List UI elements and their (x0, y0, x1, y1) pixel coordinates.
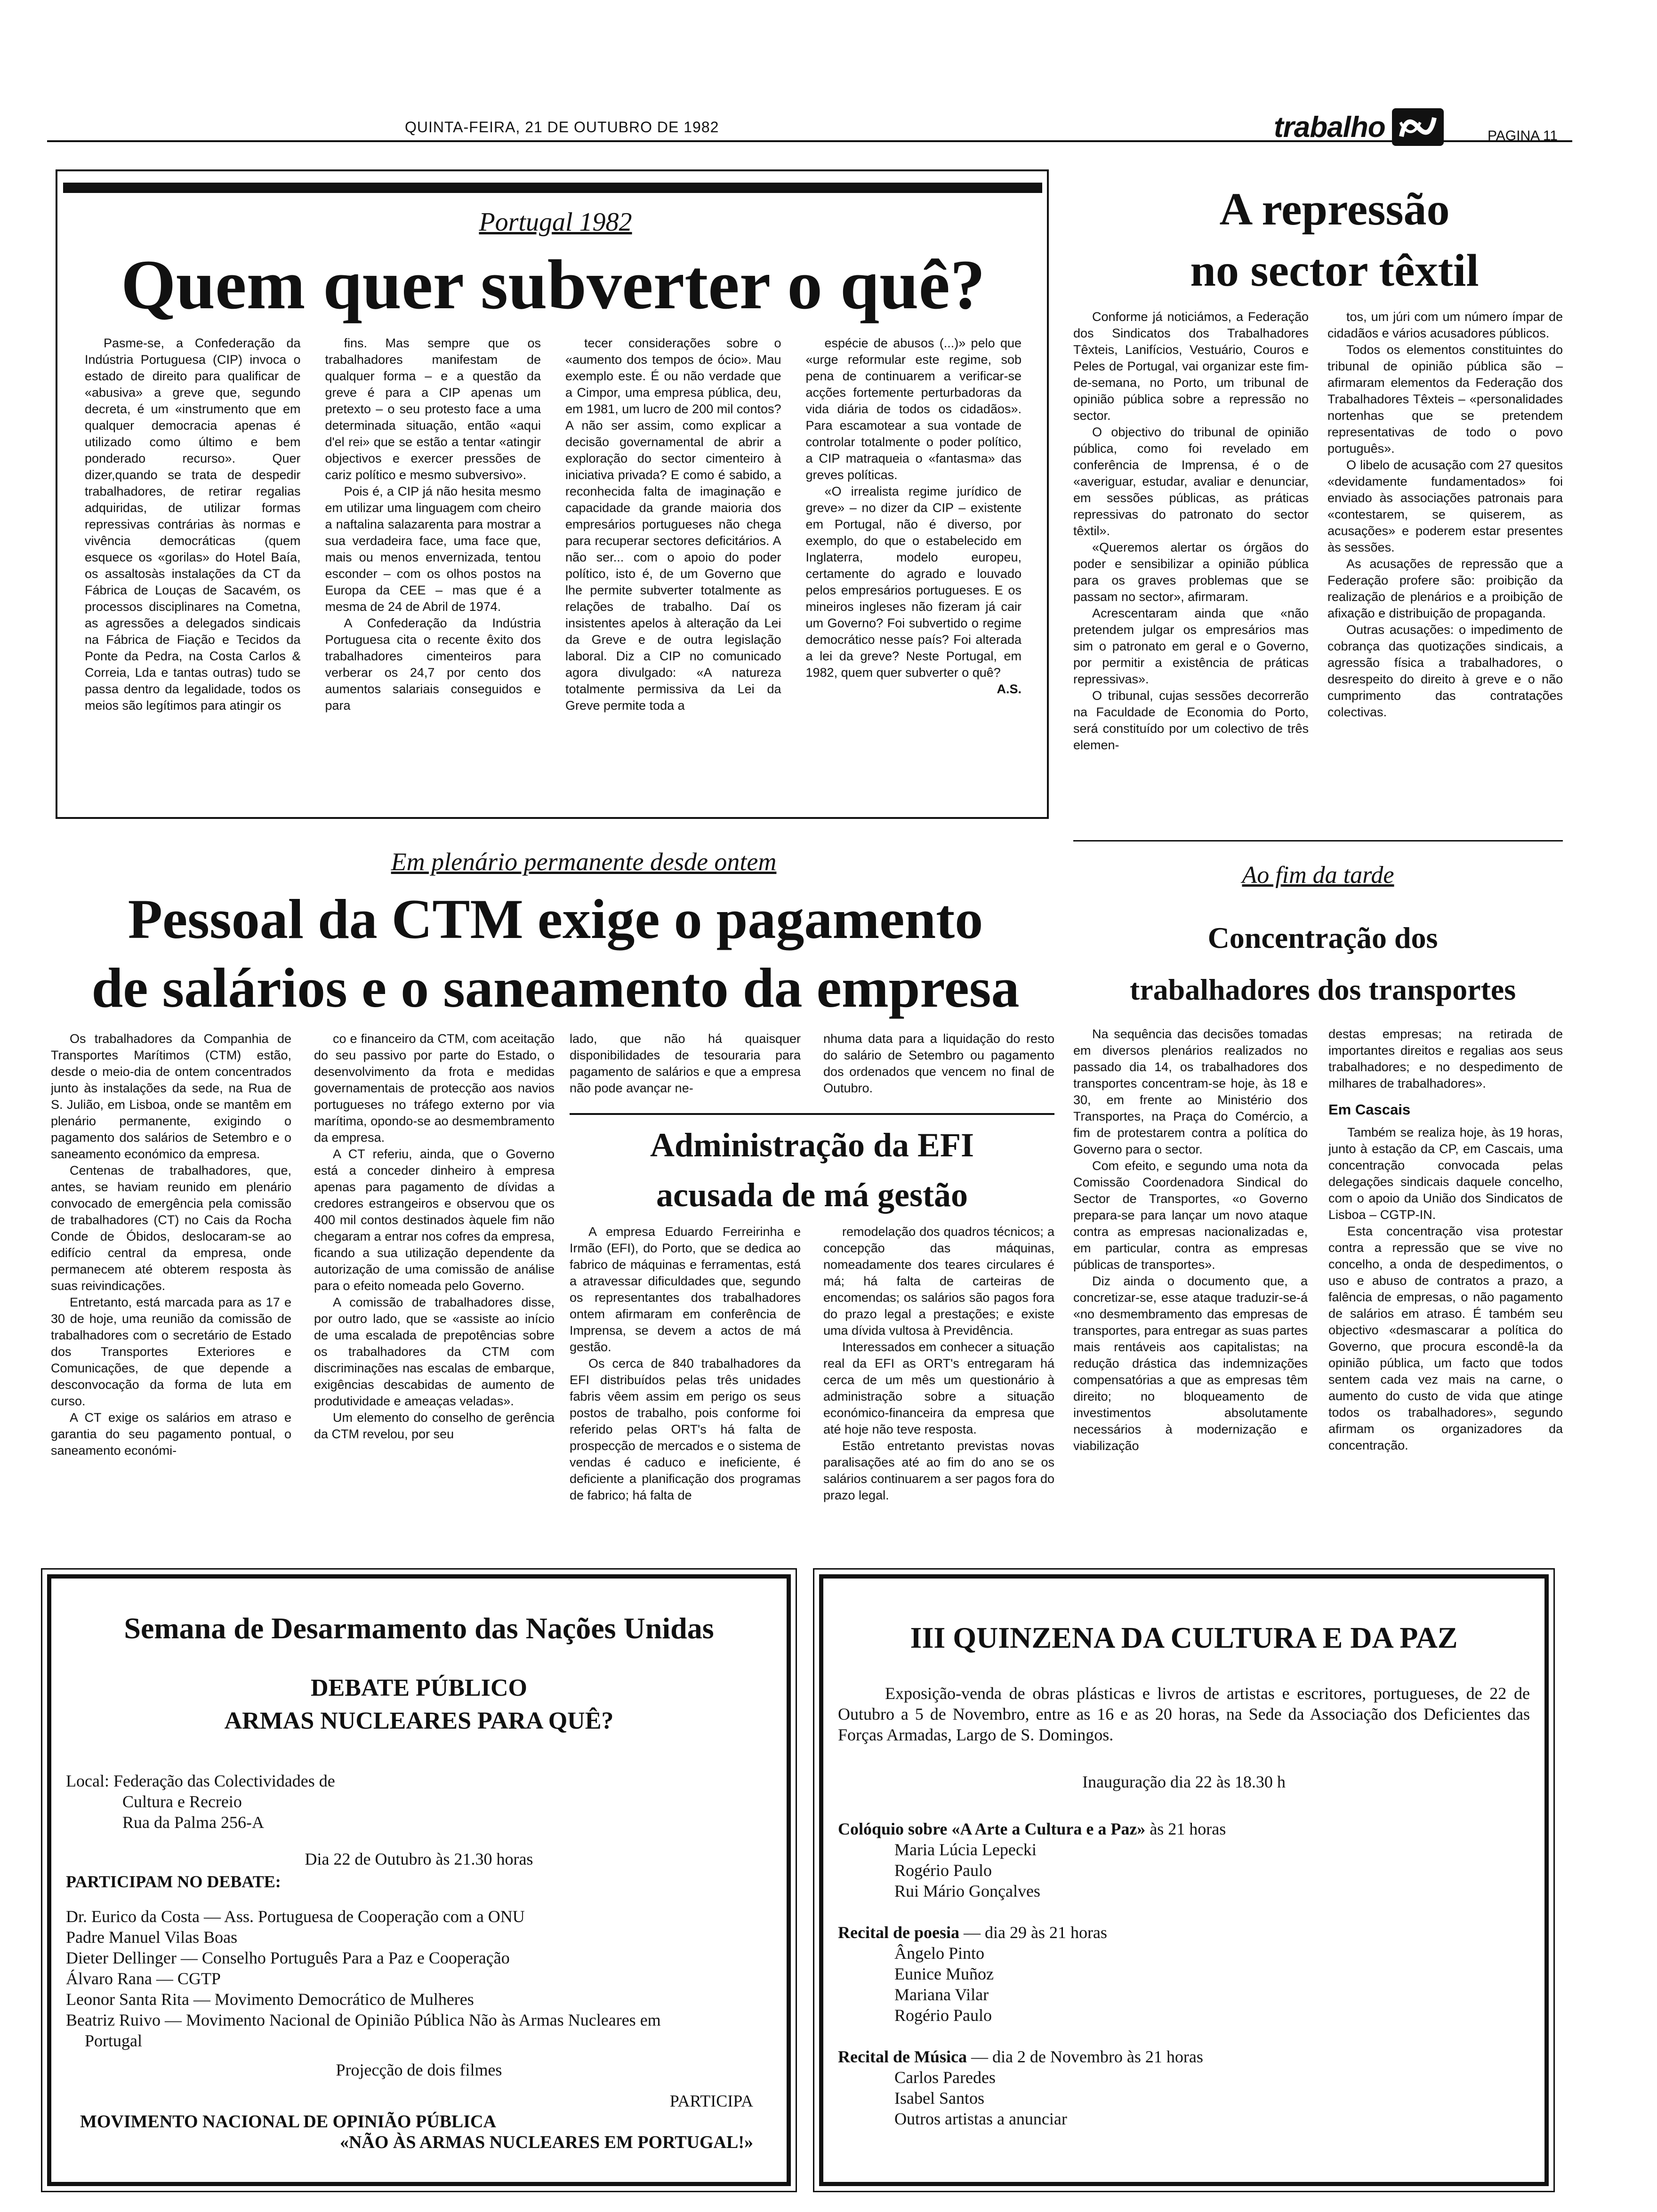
story3-col1 (51, 1031, 291, 1553)
paragraph: A empresa Eduardo Ferreirinha e Irmão (EFI), do Porto, que se dedica ao fabrico de máquinas e ferramentas, está a atravessar dificuldades que, segundo os representantes dos trabalhadores ontem afirmaram em conferência de Imprensa, se devem a actos de má gestão. (570, 1225, 801, 1354)
ad-debate-subtitle2: ARMAS NUCLEARES PARA QUÊ? (224, 1707, 614, 1734)
paragraph: tos, um júri com um número ímpar de cidadãos e vários acusadores públicos. (1327, 310, 1563, 340)
story2-headline: A repressão no sector têxtil (1190, 184, 1479, 296)
paragraph: A comissão de trabalhadores disse, por outro lado, que se «assiste ao início de uma escalada de prepotências sobre os trabalhadores da CTM com discriminações nas escalas de embarque, exigências descabidas de aumento de produtividade e ameaças veladas». (314, 1295, 555, 1408)
paragraph: Entretanto, está marcada para as 17 e 30 de hoje, uma reunião da comissão de trabalhadores com o secretário de Estado dos Transportes Exteriores e Comunicações, de que depende a desconvocação da forma de luta em curso. (51, 1295, 291, 1408)
story5-col2 (1328, 1026, 1563, 1553)
ad-debate-participants: Dr. Eurico da Costa — Ass. Portuguesa de Cooperação com a ONU Padre Manuel Vilas Boas Dieter Dellinger — Conselho Português Para a Paz e Cooperação Álvaro Rana — CGTP Leonor Santa Rita — Movimento Democrático de Mulheres Beatriz Ruivo — Movimento Nacional de Opinião Pública Não às Armas Nucleares em Portugal (66, 1907, 661, 2050)
story2-col1 (1073, 309, 1309, 817)
story4-col1 (570, 1224, 801, 1553)
ad-debate-participa: PARTICIPA (669, 2092, 753, 2110)
story3-body-left (51, 1031, 555, 1553)
masthead (1274, 108, 1444, 146)
paragraph: Estão entretanto previstas novas paralisações até ao fim do ano se os salários continuarem a ser pagos fora do prazo legal. (823, 1439, 1054, 1502)
ad-cultura-intro: Exposição-venda de obras plásticas e livros de artistas e escritores, portugueses, de 22 de Outubro a 5 de Novembro, entre as 16 e as 20 horas, na Sede da Associação dos Deficientes das Forças Armadas, Largo de S. Domingos. (838, 1684, 1530, 1744)
ad-debate-subtitle1: DEBATE PÚBLICO (311, 1675, 527, 1701)
ad-cultura-coloquio: Colóquio sobre «A Arte a Cultura e a Paz» às 21 horas Maria Lúcia Lepecki Rogério Paulo Rui Mário Gonçalves (838, 1819, 1226, 1900)
paragraph: Diz ainda o documento que, a concretizar-se, esse ataque traduzir-se-á «no desmembramento das empresas de transportes, para entregar as suas partes mais rentáveis aos capitalistas; na redução drástica das indemnizações compensatórias a que as empresas têm direito; no bloqueamento de investimentos absolutamente necessários à modernização e viabilização (1073, 1274, 1308, 1453)
ad-cultura-title: III QUINZENA DA CULTURA E DA PAZ (910, 1621, 1458, 1654)
story1-body (85, 335, 1022, 799)
ad-debate-films: Projecção de dois filmes (336, 2060, 502, 2079)
paragraph: A CT exige os salários em atraso e garantia do seu pagamento pontual, o saneamento económi- (51, 1411, 291, 1458)
story4-headline: Administração da EFI acusada de má gestão (650, 1126, 974, 1214)
paragraph: Conforme já noticiámos, a Federação dos Sindicatos dos Trabalhadores Têxteis, Lanifícios, Vestuário, Couros e Peles de Portugal, vai organizar este fim-de-semana, no Porto, um tribunal de opinião pública sobre a repressão no sector. (1073, 310, 1309, 423)
paragraph: As acusações de repressão que a Federação profere são: proibição da realização de plenários e a proibição de afixação e distribuição de propaganda. (1327, 557, 1563, 620)
paragraph: O objectivo do tribunal de opinião pública, como foi revelado em conferência de Imprensa, é o de «averiguar, estudar, avaliar e denunciar, em sessões públicas, as práticas repressivas do patronato do sector têxtil». (1073, 425, 1309, 538)
paragraph: Na sequência das decisões tomadas em diversos plenários realizados no passado dia 14, os trabalhadores dos transportes concentram-se hoje, às 18 e 30, em frente ao Ministério dos Transportes, na Praça do Comércio, a fim de protestarem contra a política do Governo para o sector. (1073, 1027, 1308, 1156)
story5-body (1073, 1026, 1563, 1553)
paragraph: Os trabalhadores da Companhia de Transportes Marítimos (CTM) estão, desde o meio-dia de ontem concentrados junto às instalações da sede, na Rua de S. Julião, em Lisboa, onde se mantêm em plenário permanente, exigindo o pagamento dos salários de Setembro e o saneamento económico da empresa. (51, 1032, 291, 1161)
story3-col4 (823, 1031, 1054, 1111)
paragraph: Um elemento do conselho de gerência da CTM revelou, por seu (314, 1411, 555, 1441)
paragraph: remodelação dos quadros técnicos; a concepção das máquinas, nomeadamente dos teares circulares é má; há falta de carteiras de encomendas; os salários são pagos fora do prazo legal a prestações; e existe uma dívida vultosa à Previdência. (823, 1225, 1054, 1338)
ad-debate-footer1: MOVIMENTO NACIONAL DE OPINIÃO PÚBLICA (80, 2112, 496, 2132)
page-number: PAGINA 11 (1488, 128, 1558, 144)
story3-kicker: Em plenário permanente desde ontem (391, 848, 777, 876)
ad-debate-date: Dia 22 de Outubro às 21.30 horas (305, 1850, 533, 1868)
paragraph: Outras acusações: o impedimento de cobrança das quotizações sindicais, a agressão física a trabalhadores, o desrespeito do direito à greve e o não cumprimento das contratações colectivas. (1327, 623, 1563, 719)
paragraph: «Queremos alertar os órgãos do poder e sensibilizar a opinião pública para os graves problemas que se passam no sector», afirmaram. (1073, 540, 1309, 604)
ad-debate (66, 1610, 772, 2153)
ad-cultura-musica: Recital de Música — dia 2 de Novembro às 21 horas Carlos Paredes Isabel Santos Outros artistas a anunciar (838, 2047, 1203, 2128)
ad-cultura-inauguration: Inauguração dia 22 às 18.30 h (1082, 1772, 1286, 1791)
story1-kicker: Portugal 1982 (479, 208, 632, 237)
paragraph: nhuma data para a liquidação do resto do salário de Setembro ou pagamento dos ordenados que vencem no final de Outubro. (823, 1032, 1054, 1095)
story2-body (1073, 309, 1563, 817)
story3-col2 (314, 1031, 555, 1553)
paragraph: O libelo de acusação com 27 quesitos «devidamente fundamentados» foi enviado às associações patronais para «contestarem, se quiserem, as acusações» e poderem estar presentes às sessões. (1327, 458, 1563, 554)
ad-debate-participants-label: PARTICIPAM NO DEBATE: (66, 1872, 281, 1891)
paragraph: Interessados em conhecer a situação real da EFI as ORT's entregaram há cerca de um mês um questionário à administração sobre a situação económico-financeira da empresa que até hoje não teve resposta. (823, 1340, 1054, 1436)
story4-col2 (823, 1224, 1054, 1553)
story1-signature: A.S. (997, 682, 1022, 696)
story1-col2: fins. Mas sempre que os trabalhadores manifestam de qualquer forma – e a questão da greve é para a CIP apenas um pretexto – o seu protesto face a uma determinada situação, então «aqui d'el rei» que se estão a tentar «atingir objectivos e exercer pressões de cariz político e mesmo subversivo». Pois é, a CIP já não hesita mesmo em utilizar uma linguagem com cheiro a naftalina salazarenta para mostrar a sua verdadeira face, uma face que, mais ou menos envernizada, tentou esconder – com os olhos postos na Europa da CEE – mas que é a mesma de 24 de Abril de 1974. A Confederação da Indústria Portuguesa cita o recente êxito dos trabalhadores cimenteiros para verberar os 24,7 por cento dos aumentos salariais conseguidos e para (325, 336, 541, 713)
paragraph: Os cerca de 840 trabalhadores da EFI distribuídos pelas três unidades fabris vêem assim em perigo os seus postos de trabalho, pois conforme foi referido pelas ORT's há falta de prospecção de mercados e o sistema de vendas é caduco e ineficiente, é deficiente a planificação dos programas de fabrico; há falta de (570, 1356, 801, 1502)
paragraph: A CT referiu, ainda, que o Governo está a conceder dinheiro à empresa apenas para pagamento de dívidas a credores estrangeiros e observou que os 400 mil contos destinados àquele fim não chegaram a entrar nos cofres da empresa, ficando a sua utilização dependente da autorização de uma comissão de análise para o efeito nomeada pelo Governo. (314, 1147, 555, 1293)
paragraph: Todos os elementos constituintes do tribunal de opinião pública são – afirmaram elementos da Federação dos Trabalhadores Têxteis – «personalidades nortenhas que se pretendem representativas de todo o povo português». (1327, 343, 1563, 456)
story5-subhead: Em Cascais (1328, 1101, 1411, 1118)
paragraph: lado, que não há quaisquer disponibilidades de tesouraria para pagamento de salários e que a empresa não pode avançar ne- (570, 1032, 801, 1095)
story4-body (570, 1224, 1054, 1553)
ad-debate-location: Local: Federação das Colectividades de Cultura e Recreio Rua da Palma 256-A (66, 1771, 335, 1832)
paragraph: Centenas de trabalhadores, que, antes, se haviam reunido em plenário convocado de emergência pela comissão de trabalhadores (CT) no Cais da Rocha Conde de Óbidos, deslocaram-se ao edifício central da empresa, onde permanecem até obterem resposta às suas reivindicações. (51, 1163, 291, 1293)
ad-debate-footer2: «NÃO ÀS ARMAS NUCLEARES EM PORTUGAL!» (339, 2132, 753, 2152)
ad-cultura (838, 1619, 1530, 2129)
masthead-name: trabalho (1274, 111, 1385, 144)
story3-body-right (570, 1031, 1054, 1111)
story1-col3: tecer considerações sobre o «aumento dos tempos de ócio». Mau exemplo este. É ou não verdade que a Cimpor, uma empresa pública, deu, em 1981, um lucro de 200 mil contos? A não ser assim, como explicar a decisão governamental de abrir a exploração do sector cimenteiro à iniciativa privada? E como é sabido, a reconhecida falta de imaginação e capacidade da grande maioria dos empresários portugueses não chega para recuperar sectores deficitários. A não ser... com o apoio do poder político, isto é, de um Governo que lhe permite subverter totalmente as relações de trabalho. Daí os insistentes apelos à alteração da Lei da Greve e de outra legislação laboral. Diz a CIP no comunicado agora divulgado: «A natureza totalmente permissiva da Lei da Greve permite toda a (565, 336, 781, 713)
masthead-logo-icon (1392, 108, 1444, 146)
story1-col4: espécie de abusos (...)» pelo que «urge reformular este regime, sob pena de continuarem a verificar-se acções fortemente perturbadoras da vida diária de todos os cidadãos». Para escamotear a sua vontade de controlar totalmente o poder político, a CIP matraqueia o «fantasma» das greves políticas. «O irrealista regime jurídico de greve» – no dizer da CIP – existente em Portugal, não é diverso, por exemplo, do que o estabelecido em Inglaterra, modelo europeu, certamente do agrado e louvado pelos empresários portugueses. E os mineiros ingleses não fizeram já cair um Governo? Foi subvertido o regime democrático nesse país? Foi alterada a lei da greve? Neste Portugal, em 1982, quem quer subverter o quê? A.S. (806, 335, 1022, 799)
story3-headline: Pessoal da CTM exige o pagamento de salários e o saneamento da empresa (91, 888, 1020, 1019)
ad-cultura-poesia: Recital de poesia — dia 29 às 21 horas Ângelo Pinto Eunice Muñoz Mariana Vilar Rogério Paulo (838, 1923, 1107, 2025)
story1-col1: Pasme-se, a Confederação da Indústria Portuguesa (CIP) invoca o estado de direito para qualificar de «abusiva» a greve que, segundo decreta, é um «instrumento que em qualquer democracia apenas é utilizado como último e bem ponderado recurso». Quer dizer,quando se trata de despedir trabalhadores, de retirar regalias adquiridas, de utilizar formas repressivas contrárias às normas e vivência democráticas (quem esquece os «gorilas» do Hotel Baía, os assaltosàs instalações da CT da Fábrica de Louças de Sacavém, os processos disciplinares na Cometna, as agressões a delegados sindicais na Fábrica de Fiação e Tecidos da Ponte da Pedra, na Costa Carlos & Correia, Lda e tantas outras) tudo se passa dentro da legalidade, todos os meios são legítimos para atingir os (85, 336, 301, 713)
paragraph: Também se realiza hoje, às 19 horas, junto à estação da CP, em Cascais, uma concentração convocada pelas delegações sindicais daquele concelho, com o apoio da União dos Sindicatos de Lisboa – CGTP-IN. (1328, 1125, 1563, 1222)
paragraph: co e financeiro da CTM, com aceitação do seu passivo por parte do Estado, o desenvolvimento da frota e medidas governamentais de protecção aos navios portugueses no tráfego externo por via marítima, opondo-se ao desmembramento da empresa. (314, 1032, 555, 1145)
paragraph: Com efeito, e segundo uma nota da Comissão Coordenadora Sindical do Sector de Transportes, «o Governo prepara-se para lançar um novo ataque contra as empresas nacionalizadas e, em particular, contra as empresas públicas de transportes». (1073, 1159, 1308, 1272)
paragraph: Esta concentração visa protestar contra a repressão que se vive no concelho, a onda de despedimentos, o uso e abuso de contratos a prazo, a falência de empresas, o não pagamento de salários em atraso. É também seu objectivo «desmascarar a política do Governo, que procura escondê-la da opinião pública, um facto que todos sentem cada vez mais na carne, o aumento do custo de vida que atinge todos os trabalhadores», segundo afirmam os organizadores da concentração. (1328, 1224, 1563, 1452)
paragraph: destas empresas; na retirada de importantes direitos e regalias aos seus trabalhadores; e no despedimento de milhares de trabalhadores». (1328, 1027, 1563, 1090)
story5-kicker: Ao fim da tarde (1242, 862, 1394, 889)
header-date: QUINTA-FEIRA, 21 DE OUTUBRO DE 1982 (405, 119, 719, 136)
story2-bottom-rule (1073, 840, 1563, 842)
paragraph: O tribunal, cujas sessões decorrerão na Faculdade de Economia do Porto, será constituído por um colectivo de três elemen- (1073, 689, 1309, 752)
paragraph: Acrescentaram ainda que «não pretendem julgar os empresários mas sim o patronato em geral e o Governo, por permitir a existência de práticas repressivas». (1073, 606, 1309, 686)
story5-headline: Concentração dos trabalhadores dos transportes (1129, 921, 1516, 1006)
story3-col3 (570, 1031, 801, 1111)
story5-col1 (1073, 1026, 1308, 1553)
story-box-top-bar (63, 183, 1042, 193)
ad-debate-title: Semana de Desarmamento das Nações Unidas (124, 1611, 714, 1645)
story2-col2 (1327, 309, 1563, 817)
story4-top-rule (570, 1113, 1054, 1115)
story1-headline: Quem quer subverter o quê? (121, 246, 986, 324)
